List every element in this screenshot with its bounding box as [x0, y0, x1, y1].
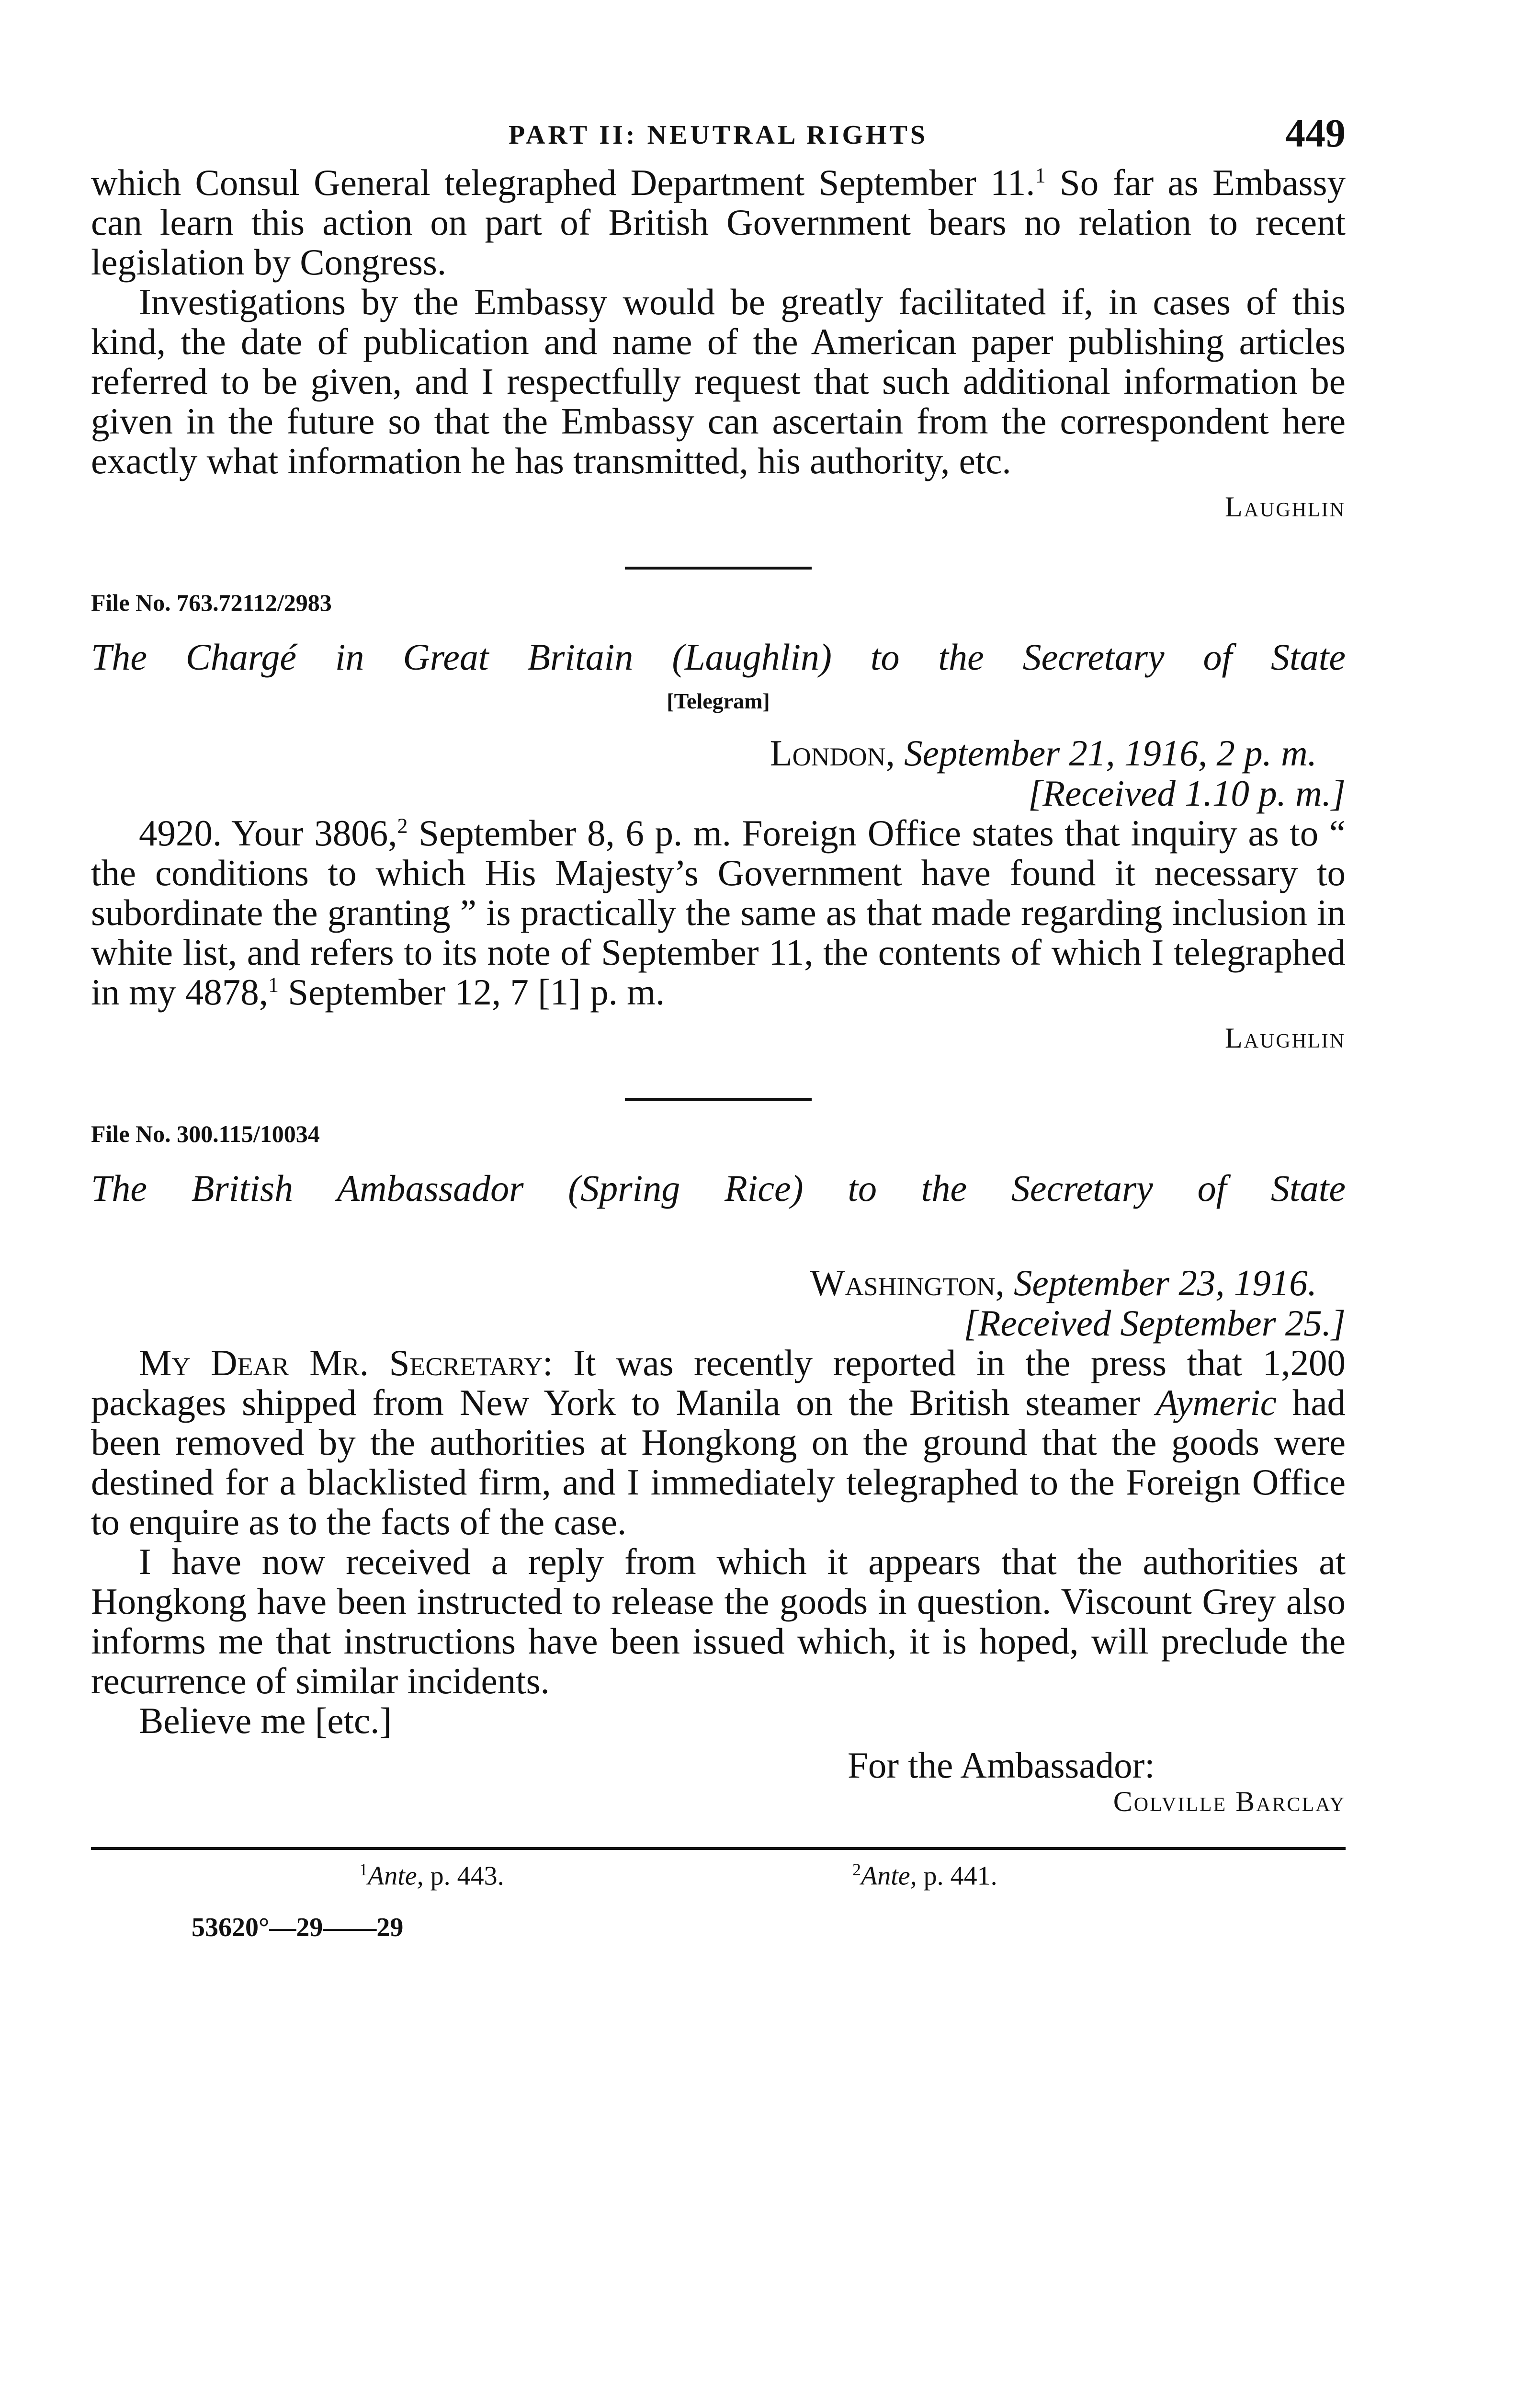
- signature-laughlin: Laughlin: [1225, 491, 1346, 523]
- footnote-page: p. 441.: [917, 1861, 997, 1891]
- dateline: [91, 1263, 1346, 1303]
- footnote-page: p. 443.: [423, 1861, 504, 1891]
- footnote-ante: Ante,: [861, 1861, 917, 1891]
- signature-laughlin: Laughlin: [1225, 1022, 1346, 1054]
- file-number: File No. 300.115/10034: [91, 1120, 320, 1147]
- footnote-mark: 1: [359, 1860, 368, 1879]
- document-page: [91, 110, 1346, 1943]
- footnotes: [91, 1859, 1346, 1903]
- page-number: 449: [1285, 111, 1346, 156]
- body-text: September 12, 7 [1] p. m.: [279, 971, 665, 1013]
- received-line: [91, 773, 1346, 813]
- letter-paragraph: I have now received a reply from which it appears that the authorities at Hongkong have been instructed to release the goods in question. Viscount Grey also informs me that instructions have been issued which, it is hoped, will preclude the recurrence of similar incidents.: [91, 1541, 1346, 1701]
- footnote-ref: 2: [397, 814, 408, 838]
- salutation: My Dear Mr. Secretary:: [139, 1342, 553, 1383]
- body-text: had been removed by the authorities at Hongkong on the ground that the goods were destined for a blacklisted firm, and I immediately telegraphed to the Foreign Office to enquire as to the facts of the case.: [91, 1382, 1346, 1542]
- body-text: It was recently reported in the press that 1,200 packages shipped from New York to Manila on the British steamer: [91, 1342, 1346, 1423]
- footnote-ref: 1: [268, 973, 279, 997]
- ship-name: Aymeric: [1155, 1382, 1277, 1423]
- footnote-ante: Ante,: [368, 1861, 424, 1891]
- footnote-ref: 1: [1035, 163, 1046, 187]
- footnote-1: [359, 1859, 504, 1892]
- received-text: [Received September 25.]: [963, 1302, 1346, 1344]
- telegram-body: [91, 813, 1346, 1012]
- body-text: 4920. Your 3806,: [139, 812, 397, 854]
- paragraph-investigations: Investigations by the Embassy would be greatly facilitated if, in cases of this kind, the date of publication and name of the American paper publishing articles referred to be given, and I respectfully request that such additional information be given in the future so that the Embassy can ascertain from the correspondent here exactly what information he has transmitted, his authority, etc.: [91, 281, 1346, 481]
- running-title: PART II: NEUTRAL RIGHTS: [508, 120, 929, 150]
- received-line: [91, 1303, 1346, 1343]
- file-number: File No. 763.72112/2983: [91, 589, 332, 616]
- dateline-place: Washington,: [810, 1262, 1005, 1303]
- section-divider: [625, 1098, 812, 1101]
- paragraph-consul: [91, 163, 1346, 282]
- footnote-divider: [91, 1847, 1346, 1850]
- footnote-mark: 2: [852, 1860, 861, 1879]
- received-text: [Received 1.10 p. m.]: [1028, 773, 1346, 814]
- letter-paragraph: [91, 1343, 1346, 1542]
- footnote-2: [852, 1859, 997, 1892]
- paragraph-text: So far as Embassy can learn this action on part of British Government bears no relation to recent legislation by Congress.: [91, 162, 1346, 283]
- signature-barclay: Colville Barclay: [1113, 1786, 1346, 1817]
- telegram-label: [Telegram]: [667, 689, 770, 713]
- dateline-place: London,: [770, 732, 895, 774]
- dateline-date: September 23, 1916.: [1014, 1262, 1317, 1303]
- signoff-label: For the Ambassador:: [848, 1745, 1155, 1786]
- running-head: [91, 110, 1346, 163]
- document-heading: The Chargé in Great Britain (Laughlin) to the Secretary of State: [91, 636, 1346, 678]
- print-code: 53620°—29——29: [192, 1913, 404, 1942]
- dateline: [91, 733, 1346, 773]
- document-heading: The British Ambassador (Spring Rice) to the Secretary of State: [91, 1167, 1346, 1209]
- section-divider: [625, 567, 812, 570]
- paragraph-text: which Consul General telegraphed Department September 11.: [91, 162, 1035, 203]
- closing: Believe me [etc.]: [139, 1700, 392, 1741]
- dateline-date: September 21, 1916, 2 p. m.: [904, 732, 1317, 774]
- body-text: September 8, 6 p. m. Foreign Office states that inquiry as to “ the conditions to which His Majesty’s Government have found it necessary to subordinate the granting ” is practically the same as that made regarding inclusion in white list, and refers to its note of September 11, the contents of which I telegraphed in my 4878,: [91, 812, 1346, 1013]
